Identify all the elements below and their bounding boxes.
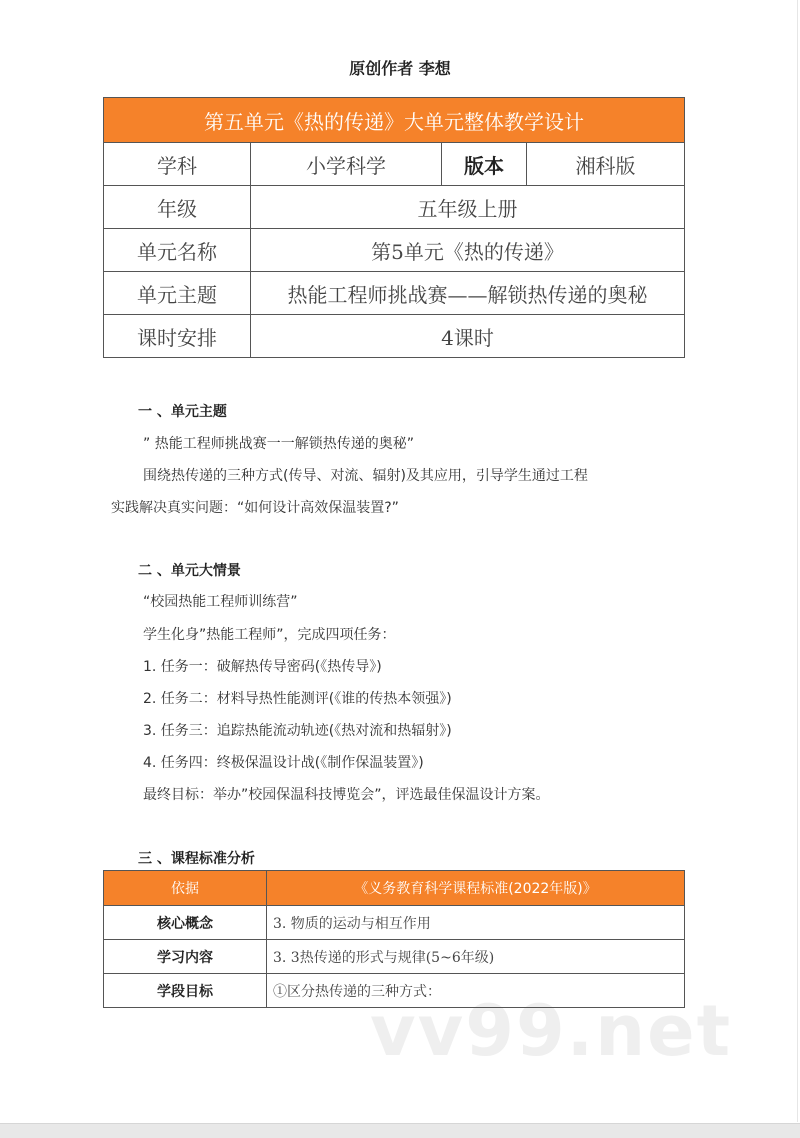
row-value: 3. 3热传递的形式与规律(5~6年级): [267, 940, 685, 974]
task-item: 2. 任务二：材料导热性能测评(《谁的传热本领强》): [143, 691, 452, 707]
task-item: 4. 任务四：终极保温设计战(《制作保温装置》): [143, 755, 424, 771]
section3-title: 三 、课程标准分析: [138, 851, 255, 867]
row-value: 五年级上册: [251, 186, 685, 229]
edition-value: 湘科版: [527, 143, 685, 186]
curriculum-standard-table: [103, 870, 685, 1008]
table-row: [104, 229, 685, 272]
table-row: [104, 974, 685, 1008]
subject-label: 学科: [104, 143, 251, 186]
row-value: 第5单元《热的传递》: [251, 229, 685, 272]
watermark: vv99.net: [370, 990, 733, 1072]
section1-title: 一 、单元主题: [138, 404, 227, 420]
row-label: 单元名称: [104, 229, 251, 272]
table-row: [104, 906, 685, 940]
edition-label: 版本: [442, 143, 527, 186]
section1-para-line1: 围绕热传递的三种方式(传导、对流、辐射)及其应用，引导学生通过工程: [143, 468, 588, 484]
row-value: 3. 物质的运动与相互作用: [267, 906, 685, 940]
section1-quote: ” 热能工程师挑战赛一一解锁热传递的奥秘”: [143, 436, 414, 452]
table-row: [104, 940, 685, 974]
row-value: ①区分热传递的三种方式：: [267, 974, 685, 1008]
row-label: 学习内容: [104, 940, 267, 974]
section2-goal: 最终目标：举办”校园保温科技博览会”，评选最佳保温设计方案。: [143, 787, 550, 803]
table-row: [104, 272, 685, 315]
header-label: 依据: [104, 871, 267, 906]
subject-value: 小学科学: [251, 143, 442, 186]
task-item: 1. 任务一：破解热传导密码(《热传导》): [143, 659, 382, 675]
header-value: 《义务教育科学课程标准(2022年版)》: [267, 871, 685, 906]
row-label: 核心概念: [104, 906, 267, 940]
section2-intro: 学生化身”热能工程师”，完成四项任务：: [143, 627, 396, 643]
task-item: 3. 任务三：追踪热能流动轨迹(《热对流和热辐射》): [143, 723, 452, 739]
section2-title: 二 、单元大情景: [138, 563, 241, 579]
author-line: 原创作者 李想: [349, 59, 451, 78]
page-bottom-edge: [0, 1123, 800, 1138]
section2-scenario: “校园热能工程师训练营”: [143, 594, 298, 610]
section1-para-line2: 实践解决真实问题：“如何设计高效保温装置?”: [111, 500, 399, 516]
row-value: 4课时: [251, 315, 685, 358]
table-row: [104, 186, 685, 229]
row-label: 课时安排: [104, 315, 251, 358]
table-row: [104, 315, 685, 358]
row-value: 热能工程师挑战赛——解锁热传递的奥秘: [251, 272, 685, 315]
row-label: 单元主题: [104, 272, 251, 315]
row-label: 年级: [104, 186, 251, 229]
table-title: 第五单元《热的传递》大单元整体教学设计: [104, 98, 685, 143]
row-label: 学段目标: [104, 974, 267, 1008]
unit-info-table: [103, 97, 685, 358]
